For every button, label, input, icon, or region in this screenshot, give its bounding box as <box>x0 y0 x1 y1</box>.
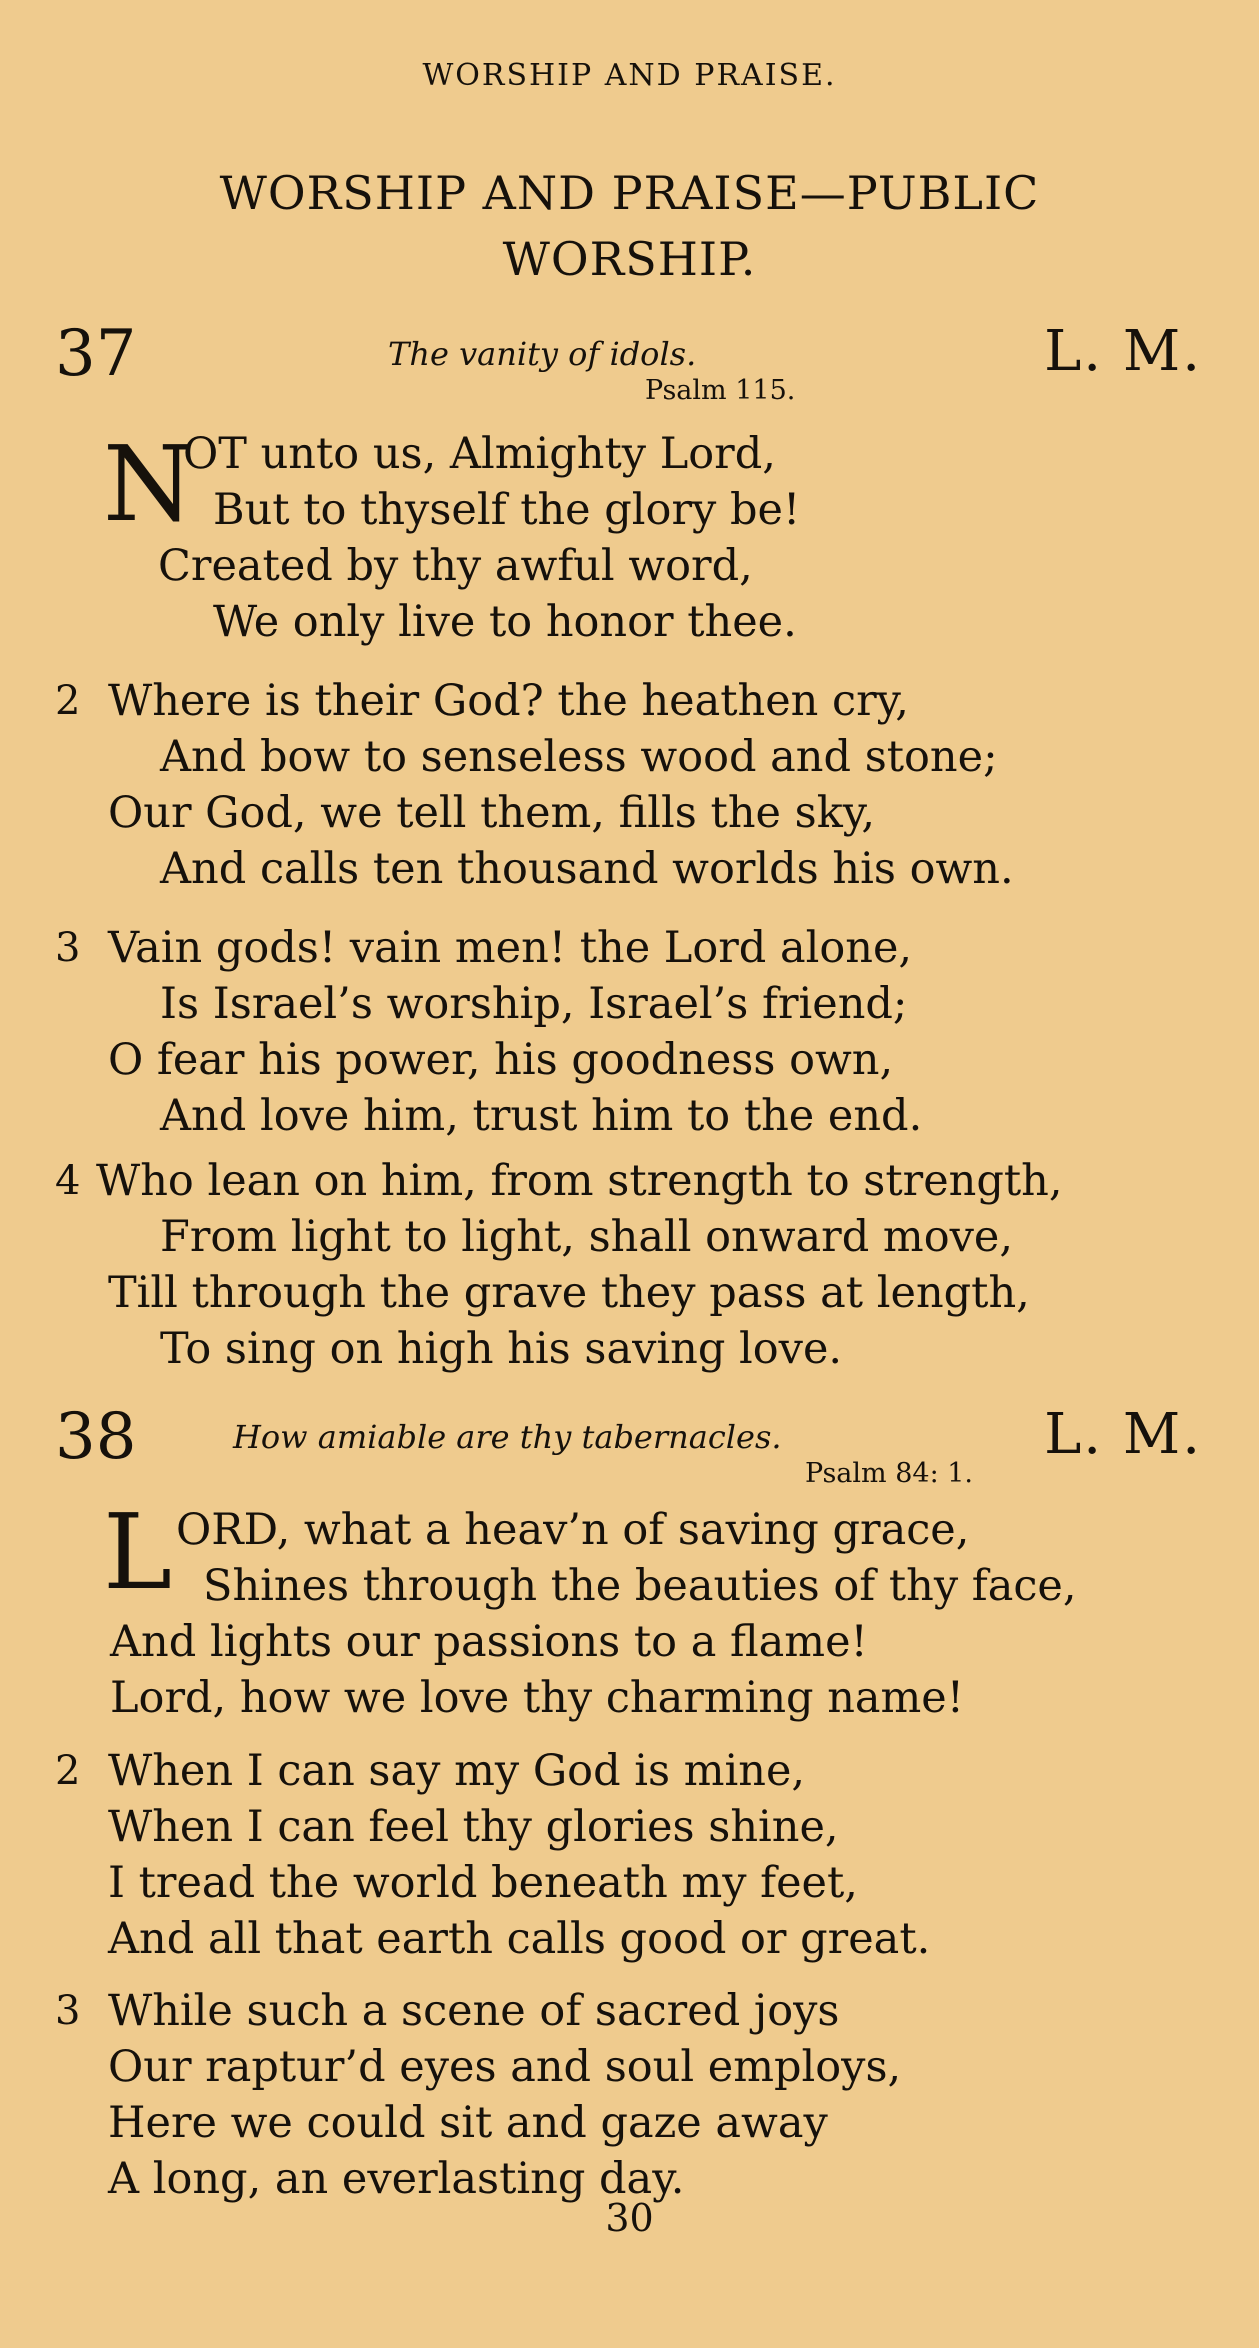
verse-number: 4 <box>55 1158 81 1204</box>
hymn-theme: How amiable are thy tabernacles. <box>233 1418 782 1456</box>
verse-line: From light to light, shall onward move, <box>160 1212 1013 1262</box>
verse-line: A long, an everlasting day. <box>108 2154 685 2204</box>
verse-number: 2 <box>55 678 81 724</box>
verse-line: When I can say my God is mine, <box>108 1746 806 1796</box>
hymn-meter: L. M. <box>1044 1402 1202 1467</box>
verse-line: Here we could sit and gaze away <box>108 2098 828 2148</box>
verse-line: Our raptur’d eyes and soul employs, <box>108 2042 902 2092</box>
verse-number: 3 <box>55 1988 81 2034</box>
verse-line: And bow to senseless wood and stone; <box>160 732 998 782</box>
scripture-reference: Psalm 84: 1. <box>805 1458 974 1489</box>
verse-line: And lights our passions to a flame! <box>110 1617 868 1667</box>
section-title <box>60 160 1199 292</box>
verse-line: O fear his power, his goodness own, <box>108 1035 894 1085</box>
section-title-line-2: WORSHIP. <box>502 232 757 286</box>
hymn-38-header <box>0 1400 1259 1495</box>
verse-line: I tread the world beneath my feet, <box>108 1858 858 1908</box>
verse-line: Vain gods! vain men! the Lord alone, <box>108 923 913 973</box>
verse-line: Created by thy awful word, <box>158 541 753 591</box>
running-head: WORSHIP AND PRAISE. <box>422 58 837 93</box>
verse-line: Shines through the beauties of thy face, <box>203 1561 1077 1611</box>
scripture-reference: Psalm 115. <box>645 375 796 406</box>
verse-line: Who lean on him, from strength to strength, <box>96 1156 1063 1206</box>
hymn-meter: L. M. <box>1044 319 1202 384</box>
verse-line: And all that earth calls good or great. <box>108 1914 931 1964</box>
hymn-37-header <box>0 317 1259 412</box>
verse-line: And calls ten thousand worlds his own. <box>160 844 1014 894</box>
hymn-theme: The vanity of idols. <box>388 335 697 373</box>
verse-line: But to thyself the glory be! <box>213 485 801 535</box>
page-number: 30 <box>605 2196 654 2240</box>
verse-number: 2 <box>55 1748 81 1794</box>
verse-line: When I can feel thy glories shine, <box>108 1802 839 1852</box>
verse-line: To sing on high his saving love. <box>160 1324 843 1374</box>
verse-line: While such a scene of sacred joys <box>108 1986 840 2036</box>
verse-line: Lord, how we love thy charming name! <box>110 1673 965 1723</box>
verse-line: OT unto us, Almighty Lord, <box>183 429 776 479</box>
hymn-number: 38 <box>55 1400 137 1474</box>
drop-cap: N <box>103 423 194 545</box>
hymn-number: 37 <box>55 317 137 391</box>
verse-line: We only live to honor thee. <box>213 597 797 647</box>
verse-number: 3 <box>55 925 81 971</box>
section-title-line-1: WORSHIP AND PRAISE—PUBLIC <box>219 166 1040 220</box>
verse-line: And love him, trust him to the end. <box>160 1091 923 1141</box>
drop-cap: L <box>103 1491 173 1613</box>
verse-line: Where is their God? the heathen cry, <box>108 676 909 726</box>
verse-line: ORD, what a heav’n of saving grace, <box>176 1505 970 1555</box>
verse-line: Till through the grave they pass at length, <box>108 1268 1030 1318</box>
verse-line: Our God, we tell them, fills the sky, <box>108 788 876 838</box>
verse-line: Is Israel’s worship, Israel’s friend; <box>160 979 908 1029</box>
